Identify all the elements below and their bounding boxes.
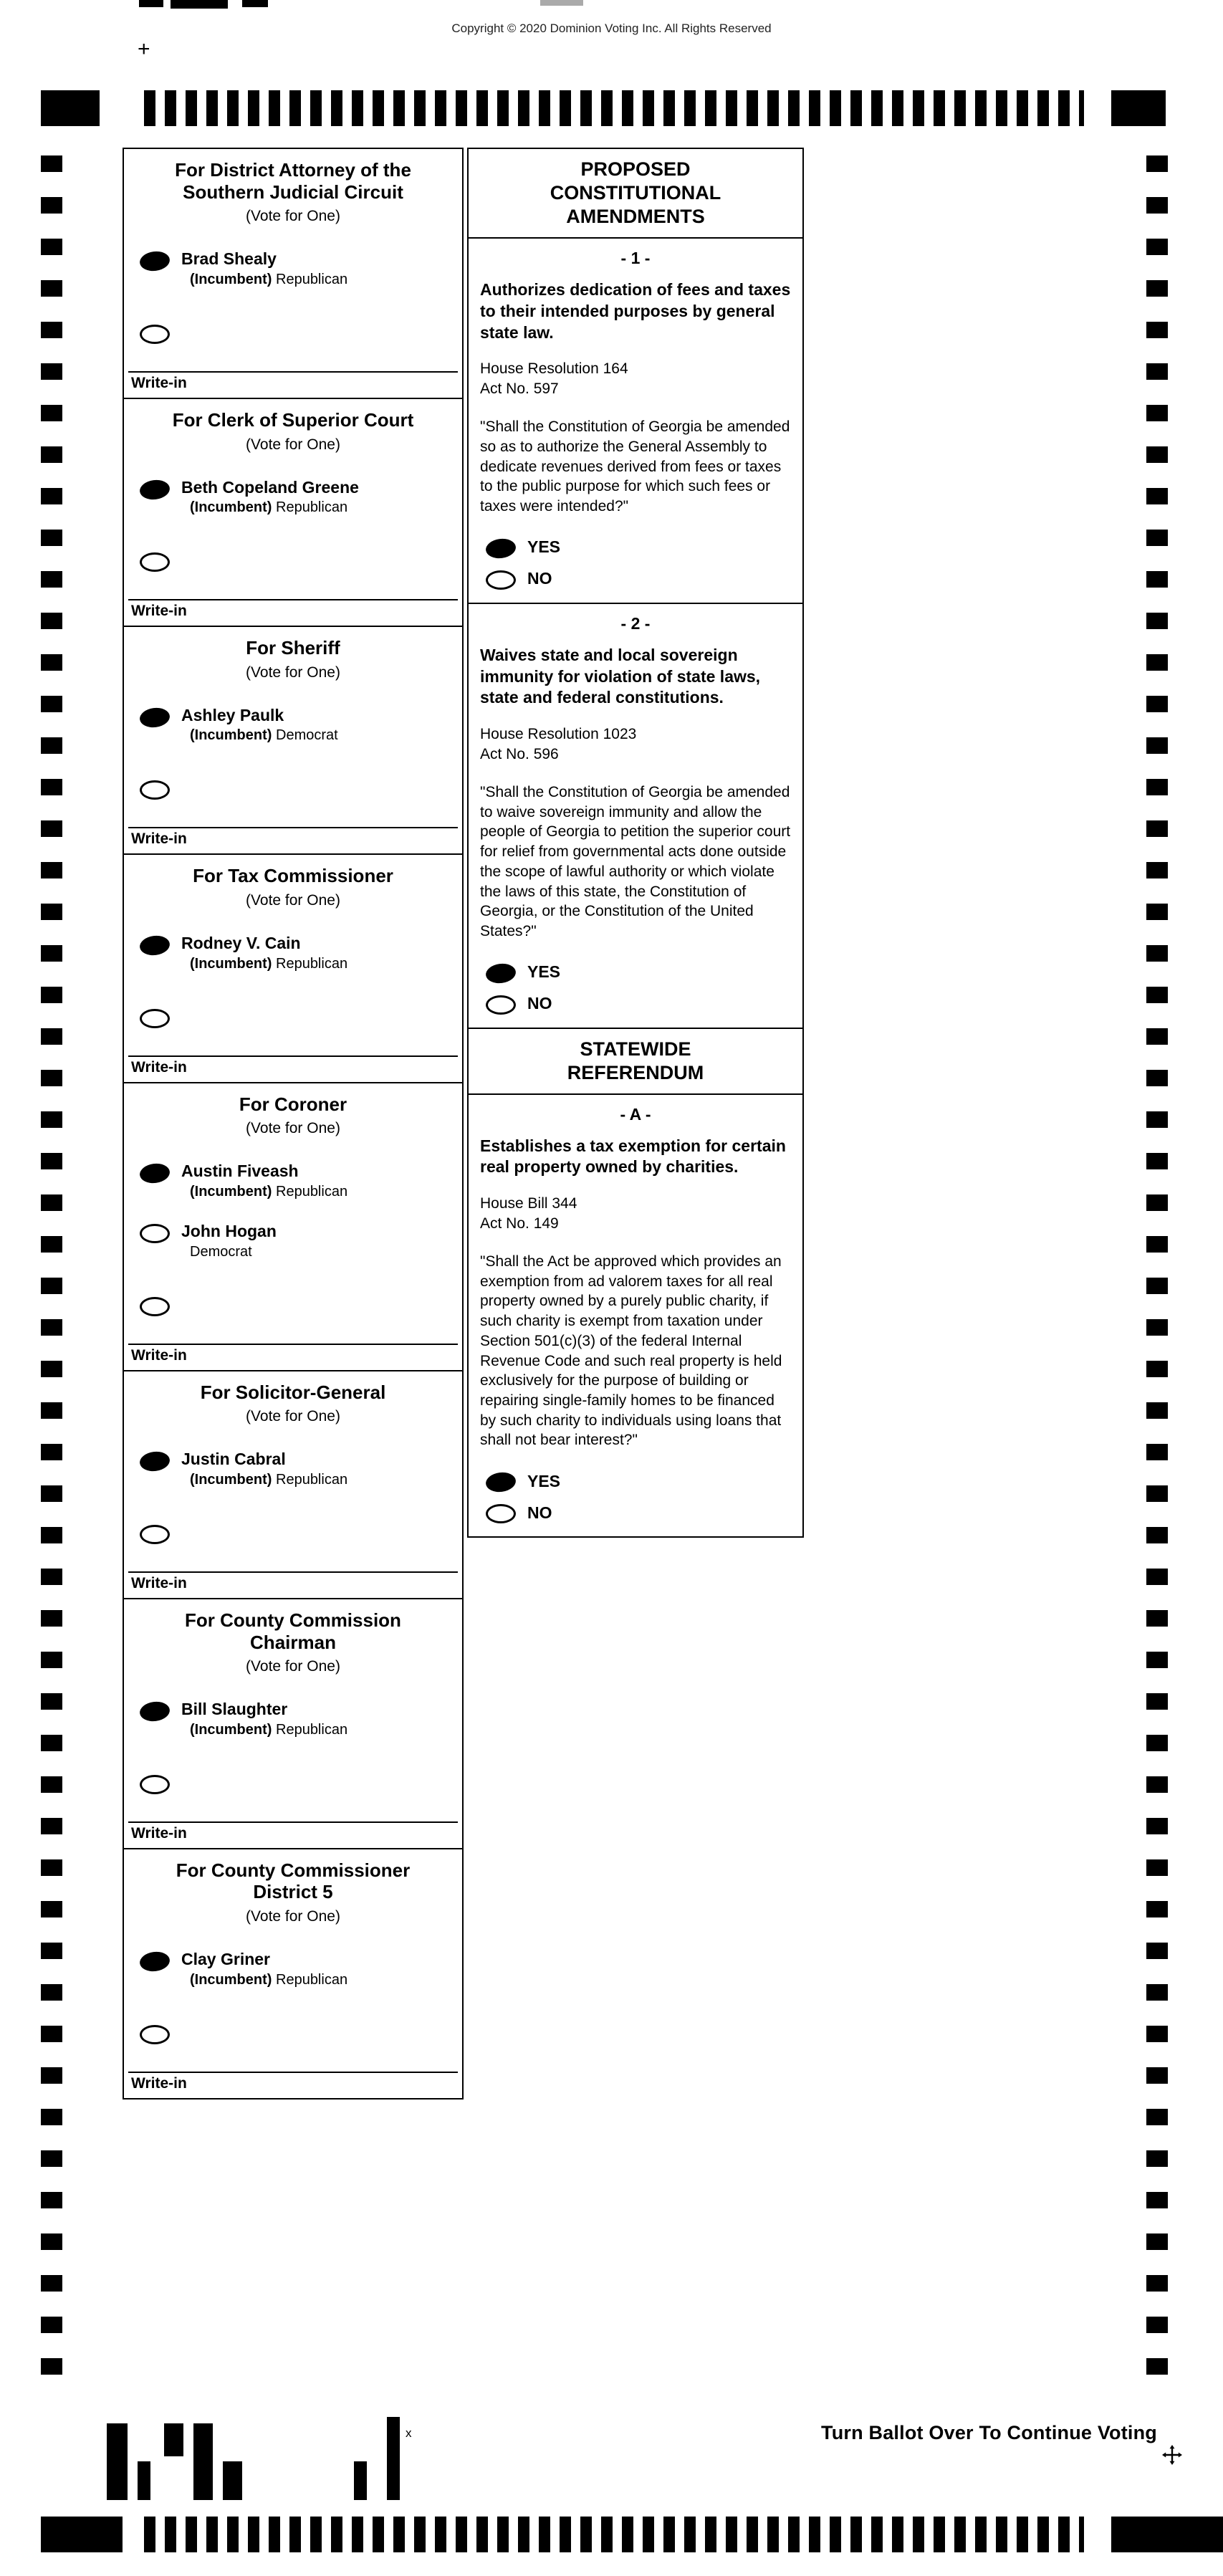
party-label: Republican — [276, 499, 348, 516]
vote-for-one-label: (Vote for One) — [246, 1908, 340, 1925]
party-label: Democrat — [190, 1243, 252, 1260]
candidate-row — [124, 1950, 462, 1988]
write-in-bubble-row — [124, 778, 462, 800]
candidate-row — [124, 1162, 462, 1200]
yes-row — [469, 962, 802, 983]
race-title: For Coroner — [239, 1093, 347, 1115]
no-bubble[interactable] — [486, 570, 516, 590]
barcode-mark — [164, 2423, 183, 2456]
party-label: Republican — [276, 1721, 348, 1738]
write-in-bubble-row — [124, 1523, 462, 1544]
measure-box-amendment-1 — [467, 237, 804, 604]
candidate-name: Brad Shealy — [181, 249, 277, 269]
scan-artifact — [171, 0, 228, 9]
party-label: Republican — [276, 1971, 348, 1988]
race-box-district-attorney — [123, 148, 464, 399]
measure-reference: House Resolution 164 — [480, 360, 628, 378]
race-title: For County Commission Chairman — [185, 1609, 401, 1653]
measure-reference: House Bill 344 — [480, 1195, 577, 1212]
write-in-bubble[interactable] — [140, 1009, 170, 1028]
candidate-detail — [181, 1472, 347, 1488]
left-timing-marks — [41, 155, 62, 2400]
race-title: For Solicitor-General — [200, 1381, 386, 1403]
party-label: Democrat — [276, 727, 338, 744]
candidate-detail — [181, 1244, 277, 1260]
vote-for-one-label: (Vote for One) — [246, 664, 340, 681]
timing-bars — [144, 2517, 1084, 2552]
candidate-detail — [181, 727, 338, 744]
scan-artifact — [540, 0, 583, 6]
measure-question: "Shall the Act be approved which provides an exemption from ad valorem taxes for all real property owned by a purely public charity, if such charity is exempt from taxation under Section 501(c)(3) of the federal Internal Revenue Code and such real property is held exclusively for the purpose of building or repairing single-family homes to be financed by such charity to individuals using loans that shall not bear interest?" — [480, 1253, 782, 1449]
write-in-bubble-row — [124, 2023, 462, 2044]
candidate-detail — [181, 1184, 347, 1200]
timing-bars — [144, 90, 1084, 126]
yes-bubble[interactable] — [485, 1471, 517, 1494]
yes-label: YES — [527, 962, 561, 982]
candidate-name: Clay Griner — [181, 1950, 270, 1969]
barcode-mark — [387, 2417, 400, 2500]
candidate-row — [124, 1222, 462, 1260]
no-label: NO — [527, 569, 552, 588]
measure-references — [469, 709, 802, 764]
timing-block-right — [1111, 2517, 1223, 2552]
race-title: For Tax Commissioner — [193, 865, 393, 887]
party-label: Republican — [276, 955, 348, 972]
write-in-bubble-row — [124, 1007, 462, 1028]
measure-reference: Act No. 596 — [480, 745, 559, 762]
race-box-solicitor-general — [123, 1370, 464, 1599]
write-in-bubble[interactable] — [140, 325, 170, 344]
candidate-row — [124, 1700, 462, 1738]
yes-row — [469, 1470, 802, 1492]
ballot-barcode — [107, 2423, 537, 2509]
turn-over-icon — [1161, 2443, 1184, 2466]
measure-question: "Shall the Constitution of Georgia be amended to waive sovereign immunity and allow the people of Georgia to petition the superior court for relief from governmental acts done outside the scope of lawful authority or which violate the laws of this state, the Constitution of Georgia, or the Constitution of the United States?" — [480, 783, 791, 939]
registration-plus-mark: + — [138, 37, 150, 61]
candidate-name: Rodney V. Cain — [181, 934, 301, 953]
write-in-label: Write-in — [131, 1346, 187, 1364]
candidate-detail — [181, 272, 347, 288]
barcode-mark — [354, 2461, 367, 2500]
incumbent-label: (Incumbent) — [190, 499, 272, 516]
candidate-name: Bill Slaughter — [181, 1700, 288, 1719]
candidate-bubble[interactable] — [139, 478, 171, 501]
write-in-label: Write-in — [131, 2074, 187, 2092]
candidate-bubble[interactable] — [139, 1450, 171, 1473]
candidate-bubble[interactable] — [139, 1162, 171, 1185]
candidate-name: Beth Copeland Greene — [181, 477, 359, 497]
measure-references — [469, 1178, 802, 1233]
write-in-bubble[interactable] — [140, 1525, 170, 1544]
scan-artifact — [242, 0, 268, 7]
races-column — [123, 148, 464, 2099]
race-title: For County Commissioner District 5 — [176, 1859, 411, 1903]
yes-label: YES — [527, 1471, 561, 1490]
party-label: Republican — [276, 1471, 348, 1488]
race-title: For Sheriff — [246, 637, 340, 659]
write-in-label: Write-in — [131, 1058, 187, 1076]
measure-summary: Waives state and local sovereign immunity for violation of state laws, state and federal constitutions. — [480, 645, 761, 707]
measure-number: - 1 - — [620, 248, 651, 267]
candidate-name: Ashley Paulk — [181, 705, 284, 724]
candidate-bubble[interactable] — [139, 1700, 171, 1723]
referendum-header — [467, 1028, 804, 1095]
incumbent-label: (Incumbent) — [190, 1721, 272, 1738]
top-timing-band — [0, 90, 1223, 126]
party-label: Republican — [276, 1184, 348, 1200]
measure-reference: Act No. 149 — [480, 1215, 559, 1232]
yes-bubble[interactable] — [485, 962, 517, 985]
race-title: For District Attorney of the Southern Judicial Circuit — [175, 159, 411, 203]
candidate-name: John Hogan — [181, 1222, 277, 1240]
write-in-bubble[interactable] — [140, 1775, 170, 1794]
corner-x-mark: x — [406, 2426, 412, 2440]
candidate-bubble[interactable] — [139, 934, 171, 957]
party-label: Republican — [276, 271, 348, 287]
measure-summary: Establishes a tax exemption for certain real property owned by charities. — [480, 1136, 786, 1177]
no-label: NO — [527, 1503, 552, 1522]
write-in-bubble[interactable] — [140, 552, 170, 572]
bottom-timing-band — [0, 2517, 1223, 2552]
candidate-detail — [181, 499, 359, 516]
write-in-label: Write-in — [131, 603, 187, 620]
no-label: NO — [527, 994, 552, 1013]
amendments-header — [467, 148, 804, 239]
turn-over-text: Turn Ballot Over To Continue Voting — [821, 2422, 1157, 2443]
write-in-bubble[interactable] — [140, 2025, 170, 2044]
candidate-row — [124, 478, 462, 517]
candidate-detail — [181, 956, 347, 972]
barcode-mark — [193, 2423, 213, 2500]
measure-number: - A - — [620, 1104, 651, 1124]
vote-for-one-label: (Vote for One) — [246, 208, 340, 225]
write-in-bubble-row — [124, 550, 462, 572]
race-box-commissioner-district-5 — [123, 1848, 464, 2099]
candidate-name: Justin Cabral — [181, 1450, 286, 1469]
no-row — [469, 993, 802, 1015]
vote-for-one-label: (Vote for One) — [246, 1408, 340, 1425]
race-box-tax-commissioner — [123, 853, 464, 1083]
vote-for-one-label: (Vote for One) — [246, 1658, 340, 1675]
candidate-bubble[interactable] — [139, 1950, 171, 1973]
measure-reference: House Resolution 1023 — [480, 726, 637, 743]
candidate-detail — [181, 1722, 347, 1738]
candidate-row — [124, 706, 462, 744]
scan-artifact — [139, 0, 163, 7]
incumbent-label: (Incumbent) — [190, 271, 272, 287]
timing-block-left — [41, 90, 100, 126]
measure-box-referendum-a — [467, 1093, 804, 1538]
candidate-detail — [181, 1972, 347, 1988]
incumbent-label: (Incumbent) — [190, 1471, 272, 1488]
race-box-sheriff — [123, 626, 464, 855]
measure-number: - 2 - — [620, 613, 651, 633]
no-row — [469, 568, 802, 590]
barcode-mark — [107, 2423, 128, 2500]
measure-box-amendment-2 — [467, 603, 804, 1029]
candidate-bubble[interactable] — [140, 1224, 170, 1243]
measures-column — [467, 148, 804, 1538]
copyright-text: Copyright © 2020 Dominion Voting Inc. All Rights Reserved — [451, 21, 772, 35]
vote-for-one-label: (Vote for One) — [246, 436, 340, 453]
race-title: For Clerk of Superior Court — [172, 408, 414, 431]
yes-row — [469, 537, 802, 558]
write-in-bubble[interactable] — [140, 780, 170, 800]
candidate-bubble[interactable] — [139, 706, 171, 729]
candidate-row — [124, 249, 462, 288]
write-in-bubble-row — [124, 1295, 462, 1316]
candidate-row — [124, 934, 462, 972]
incumbent-label: (Incumbent) — [190, 1971, 272, 1988]
vote-for-one-label: (Vote for One) — [246, 892, 340, 909]
amendments-header-text: PROPOSED CONSTITUTIONAL AMENDMENTS — [550, 158, 721, 227]
no-row — [469, 1502, 802, 1523]
measure-summary: Authorizes dedication of fees and taxes to their intended purposes by general state law. — [480, 279, 791, 342]
barcode-mark — [138, 2461, 150, 2500]
incumbent-label: (Incumbent) — [190, 727, 272, 744]
candidate-name: Austin Fiveash — [181, 1162, 299, 1181]
measure-question: "Shall the Constitution of Georgia be amended so as to authorize the General Assembly to dedicate revenues derived from fees or taxes to the public purpose for which such fees or taxes were intended?" — [480, 418, 790, 514]
write-in-bubble-row — [124, 322, 462, 344]
right-timing-marks — [1146, 155, 1168, 2400]
write-in-bubble-row — [124, 1773, 462, 1794]
barcode-mark — [223, 2461, 242, 2500]
no-bubble[interactable] — [486, 1504, 516, 1523]
race-box-coroner — [123, 1082, 464, 1371]
incumbent-label: (Incumbent) — [190, 1184, 272, 1200]
no-bubble[interactable] — [486, 995, 516, 1015]
write-in-label: Write-in — [131, 830, 187, 848]
timing-block-right — [1111, 90, 1166, 126]
measure-references — [469, 343, 802, 398]
referendum-header-text: STATEWIDE REFERENDUM — [567, 1038, 704, 1083]
write-in-label: Write-in — [131, 374, 187, 391]
candidate-bubble[interactable] — [139, 250, 171, 273]
write-in-bubble[interactable] — [140, 1297, 170, 1316]
write-in-label: Write-in — [131, 1574, 187, 1591]
incumbent-label: (Incumbent) — [190, 955, 272, 972]
candidate-row — [124, 1450, 462, 1488]
yes-bubble[interactable] — [485, 537, 517, 560]
write-in-label: Write-in — [131, 1824, 187, 1842]
race-box-clerk-superior-court — [123, 398, 464, 627]
measure-reference: Act No. 597 — [480, 380, 559, 397]
vote-for-one-label: (Vote for One) — [246, 1120, 340, 1137]
yes-label: YES — [527, 537, 561, 557]
ballot-body — [123, 148, 805, 2099]
timing-block-left — [41, 2517, 123, 2552]
race-box-commission-chairman — [123, 1598, 464, 1849]
